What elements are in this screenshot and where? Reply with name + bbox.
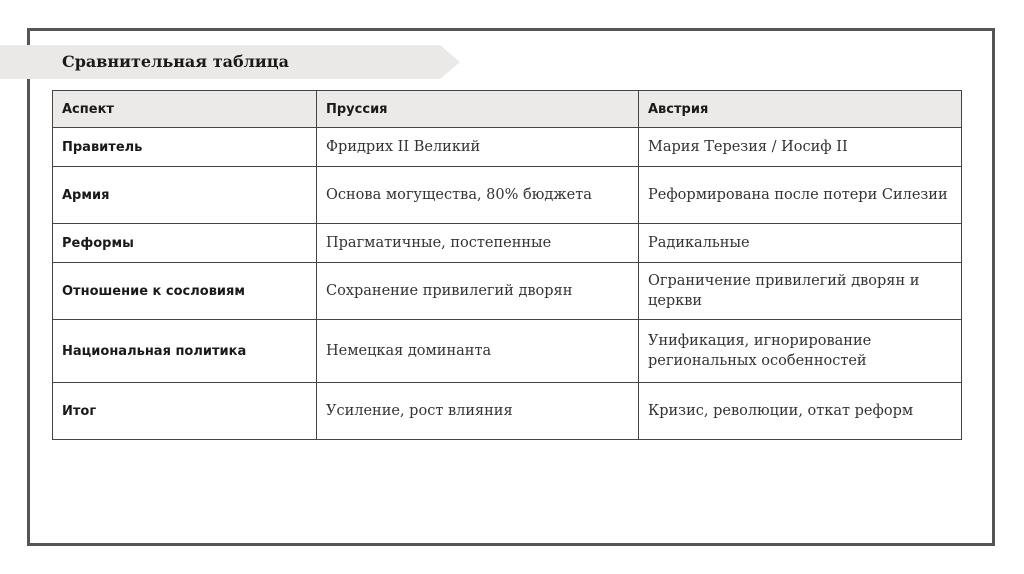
aspect-cell: Реформы <box>53 224 317 263</box>
table-row <box>53 224 962 263</box>
prussia-cell: Сохранение привилегий дворян <box>317 263 639 320</box>
aspect-cell: Национальная политика <box>53 320 317 383</box>
aspect-cell: Итог <box>53 383 317 440</box>
prussia-cell: Усиление, рост влияния <box>317 383 639 440</box>
table-row <box>53 128 962 167</box>
table-row <box>53 320 962 383</box>
austria-cell: Унификация, игнорирование региональных особенностей <box>639 320 962 383</box>
austria-cell: Кризис, революции, откат реформ <box>639 383 962 440</box>
header-prussia: Пруссия <box>317 91 639 128</box>
aspect-cell: Армия <box>53 167 317 224</box>
austria-cell: Мария Терезия / Иосиф II <box>639 128 962 167</box>
aspect-cell: Отношение к сословиям <box>53 263 317 320</box>
table-row <box>53 167 962 224</box>
prussia-cell: Основа могущества, 80% бюджета <box>317 167 639 224</box>
table-header-row <box>53 91 962 128</box>
comparison-table <box>52 90 962 440</box>
austria-cell: Радикальные <box>639 224 962 263</box>
header-austria: Австрия <box>639 91 962 128</box>
austria-cell: Реформирована после потери Силезии <box>639 167 962 224</box>
prussia-cell: Фридрих II Великий <box>317 128 639 167</box>
austria-cell: Ограничение привилегий дворян и церкви <box>639 263 962 320</box>
aspect-cell: Правитель <box>53 128 317 167</box>
prussia-cell: Немецкая доминанта <box>317 320 639 383</box>
table-row <box>53 383 962 440</box>
header-aspect: Аспект <box>53 91 317 128</box>
page-title: Сравнительная таблица <box>62 52 289 71</box>
table-row <box>53 263 962 320</box>
prussia-cell: Прагматичные, постепенные <box>317 224 639 263</box>
